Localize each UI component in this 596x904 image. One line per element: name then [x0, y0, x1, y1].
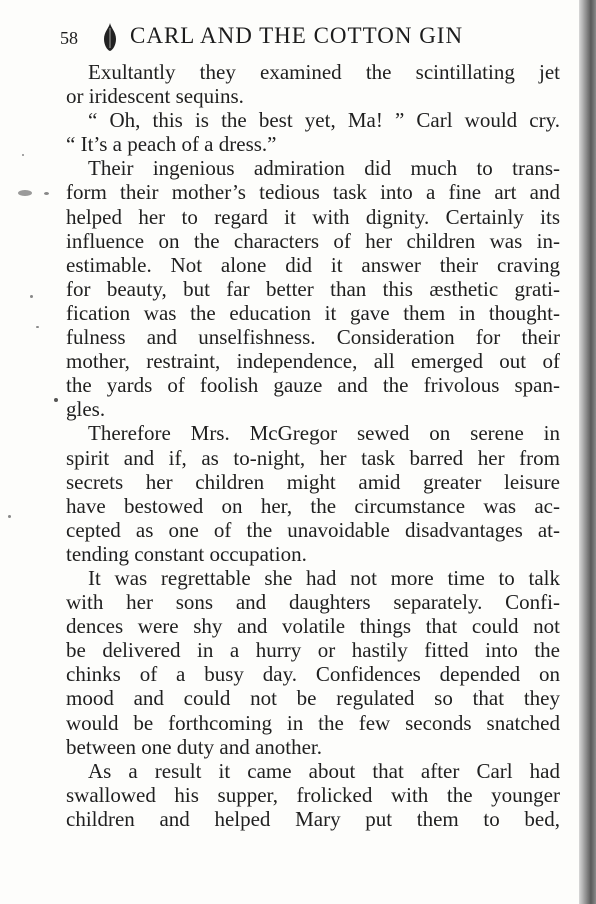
text-line: estimable. Not alone did it answer their craving — [66, 252, 560, 277]
text-line: would be forthcoming in the few seconds snatched — [66, 710, 560, 735]
print-speck — [44, 192, 49, 195]
print-speck — [54, 398, 58, 402]
running-head: CARL AND THE COTTON GIN — [130, 23, 464, 48]
fleuron-icon — [102, 22, 118, 52]
text-line: “ It’s a peach of a dress.” — [66, 132, 277, 157]
text-line: helped her to regard it with dignity. Certainly its — [66, 204, 560, 229]
text-line: mood and could not be regulated so that they — [66, 686, 560, 711]
text-line: between one duty and another. — [66, 734, 322, 759]
text-line: Therefore Mrs. McGregor sewed on serene in — [88, 421, 560, 446]
text-line: chinks of a busy day. Confidences depended on — [66, 662, 560, 687]
text-line: have bestowed on her, the circumstance was ac- — [66, 493, 560, 518]
text-line: As a result it came about that after Carl had — [88, 758, 560, 783]
text-line: form their mother’s tedious task into a fine art and — [66, 180, 560, 205]
print-speck — [18, 190, 32, 196]
page-header — [60, 20, 560, 52]
text-line: the yards of foolish gauze and the frivolous span- — [66, 373, 560, 398]
text-line: dences were shy and volatile things that could not — [66, 614, 560, 639]
text-line: It was regrettable she had not more time to talk — [88, 565, 560, 590]
body-text — [66, 60, 560, 831]
text-line: gles. — [66, 397, 106, 422]
book-spine-shadow — [579, 0, 596, 904]
text-line: with her sons and daughters separately. Confi- — [66, 590, 560, 615]
print-speck — [22, 154, 24, 156]
text-line: “ Oh, this is the best yet, Ma! ” Carl would cry. — [88, 108, 560, 133]
text-line: children and helped Mary put them to bed, — [66, 806, 560, 831]
text-line: cepted as one of the unavoidable disadvantages at- — [66, 517, 560, 542]
print-speck — [30, 295, 33, 298]
text-line: spirit and if, as to-night, her task barred her from — [66, 445, 560, 470]
print-speck — [36, 326, 39, 328]
page-number: 58 — [60, 28, 78, 48]
text-line: fication was the education it gave them in thought- — [66, 300, 560, 325]
text-line: be delivered in a hurry or hastily fitted into the — [66, 638, 560, 663]
text-line: mother, restraint, independence, all emerged out of — [66, 349, 560, 374]
text-line: influence on the characters of her children was in- — [66, 228, 560, 253]
text-line: for beauty, but far better than this æsthetic grati- — [66, 276, 560, 301]
text-line: or iridescent sequins. — [66, 84, 244, 109]
print-speck — [8, 515, 11, 518]
text-line: Exultantly they examined the scintillating jet — [88, 60, 560, 84]
text-line: swallowed his supper, frolicked with the younger — [66, 782, 560, 807]
text-line: Their ingenious admiration did much to trans- — [88, 156, 560, 181]
text-line: secrets her children might amid greater leisure — [66, 469, 560, 494]
text-line: fulness and unselfishness. Consideration for their — [66, 325, 560, 350]
text-line: tending constant occupation. — [66, 541, 307, 566]
